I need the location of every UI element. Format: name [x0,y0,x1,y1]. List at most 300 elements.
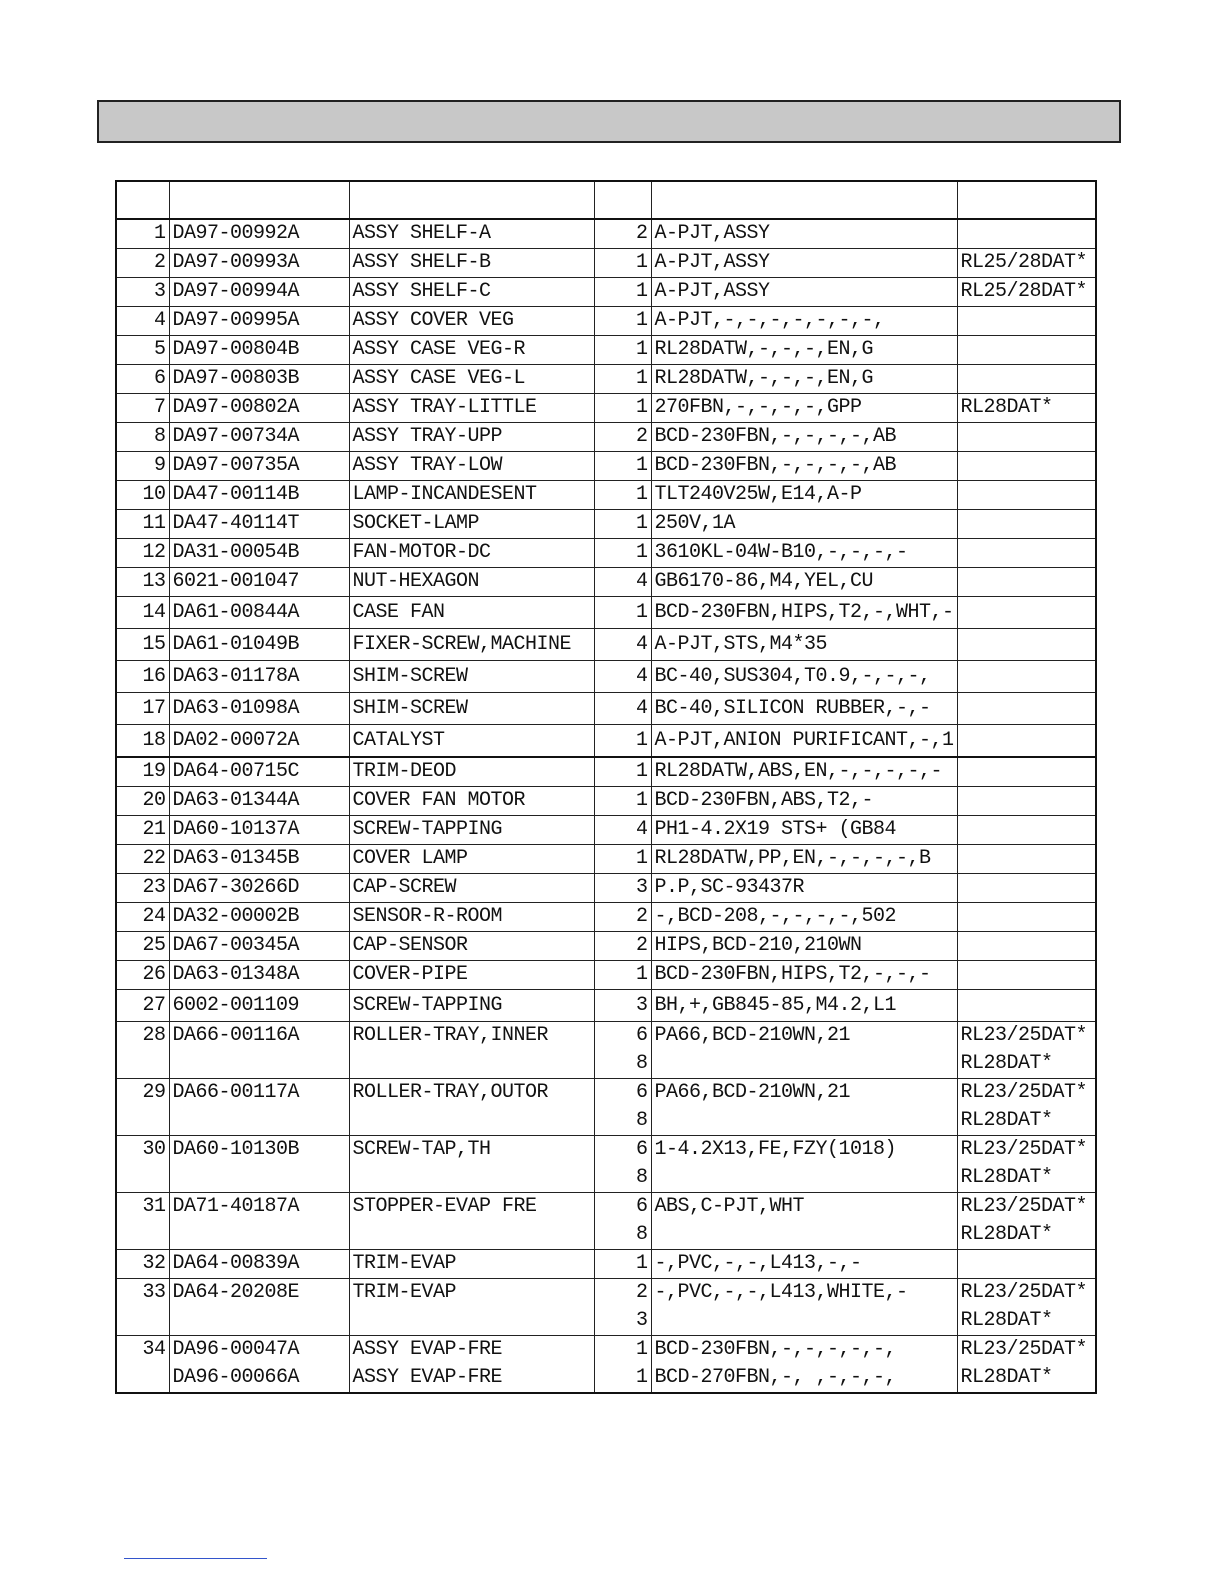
cell-quantity [594,787,651,816]
parts-list-table [115,180,1097,1394]
cell-specification-line: BCD-230FBN,-,-,-,-,-, [654,1338,897,1361]
cell-quantity [594,874,651,903]
cell-quantity [594,510,651,539]
table-row [116,845,1096,874]
cell-quantity-line: 2 [635,222,648,245]
cell-specification [651,1193,957,1250]
cell-item-no: 17 [116,693,169,725]
cell-part-code [169,219,349,249]
cell-specification-line: PA66,BCD-210WN,21 [654,1081,851,1104]
table-row [116,307,1096,336]
cell-quantity-line: 1 [635,963,648,986]
cell-description [349,597,594,629]
cell-item-no: 30 [116,1136,169,1193]
cell-specification [651,510,957,539]
cell-specification-line: -,BCD-208,-,-,-,-,502 [654,905,897,928]
cell-specification [651,423,957,452]
cell-part-code-line: DA63-01345B [172,847,300,870]
cell-description [349,365,594,394]
cell-specification [651,219,957,249]
cell-remark [957,568,1096,597]
table-row [116,568,1096,597]
cell-quantity [594,336,651,365]
cell-item-no: 22 [116,845,169,874]
cell-quantity [594,1336,651,1394]
cell-part-code [169,903,349,932]
cell-specification [651,932,957,961]
cell-description-line: SHIM-SCREW [352,665,468,688]
cell-specification-line: BCD-230FBN,-,-,-,-,AB [654,454,897,477]
table-row [116,423,1096,452]
cell-item-no: 14 [116,597,169,629]
cell-specification-line: A-PJT,STS,M4*35 [654,633,828,656]
cell-part-code [169,961,349,990]
cell-quantity [594,539,651,568]
cell-item-no: 6 [116,365,169,394]
cell-quantity [594,629,651,661]
cell-quantity-line: 1 [635,601,648,624]
cell-part-code [169,307,349,336]
cell-part-code [169,597,349,629]
cell-remark [957,423,1096,452]
cell-specification [651,757,957,787]
cell-quantity [594,661,651,693]
cell-part-code-line: DA63-01348A [172,963,300,986]
cell-part-code-line: DA64-00839A [172,1252,300,1275]
cell-part-code [169,845,349,874]
cell-specification-line: GB6170-86,M4,YEL,CU [654,570,874,593]
cell-specification-line: ABS,C-PJT,WHT [654,1195,805,1218]
cell-item-no: 5 [116,336,169,365]
cell-item-no: 1 [116,219,169,249]
cell-part-code-line: DA97-00803B [172,367,300,390]
cell-remark-line: RL28DAT* [960,1366,1053,1389]
cell-description-line: COVER FAN MOTOR [352,789,526,812]
cell-specification-line: -,PVC,-,-,L413,-,- [654,1252,862,1275]
column-header-code [169,181,349,219]
cell-description [349,539,594,568]
cell-quantity [594,394,651,423]
cell-description [349,845,594,874]
cell-item-no: 26 [116,961,169,990]
cell-specification [651,1079,957,1136]
cell-remark [957,932,1096,961]
cell-item-no: 34 [116,1336,169,1394]
cell-quantity [594,481,651,510]
cell-quantity [594,219,651,249]
cell-remark [957,1250,1096,1279]
cell-specification-line: A-PJT,ASSY [654,222,770,245]
cell-item-no: 3 [116,278,169,307]
table-row [116,1250,1096,1279]
cell-part-code-line: DA97-00735A [172,454,300,477]
cell-part-code [169,568,349,597]
table-row [116,725,1096,758]
cell-description [349,903,594,932]
cell-part-code-line: DA64-00715C [172,760,300,783]
cell-description-line: ASSY TRAY-LITTLE [352,396,537,419]
table-row [116,1279,1096,1336]
cell-specification-line: BH,+,GB845-85,M4.2,L1 [654,994,897,1017]
cell-part-code [169,787,349,816]
cell-description [349,816,594,845]
cell-quantity-line: 1 [635,512,648,535]
cell-specification [651,693,957,725]
cell-quantity-line: 1 [635,1338,648,1361]
column-header-qty [594,181,651,219]
cell-description-line: ASSY SHELF-C [352,280,491,303]
cell-specification [651,990,957,1022]
cell-item-no: 32 [116,1250,169,1279]
cell-description-line: COVER-PIPE [352,963,468,986]
cell-description-line: FAN-MOTOR-DC [352,541,491,564]
cell-quantity-line: 8 [635,1109,648,1132]
cell-quantity [594,1250,651,1279]
cell-specification-line: A-PJT,ASSY [654,280,770,303]
cell-quantity [594,903,651,932]
cell-quantity-line: 4 [635,570,648,593]
cell-quantity-line: 1 [635,396,648,419]
table-row [116,961,1096,990]
cell-quantity-line: 1 [635,847,648,870]
cell-quantity [594,932,651,961]
cell-remark [957,307,1096,336]
cell-part-code [169,1336,349,1394]
cell-part-code [169,452,349,481]
cell-description-line: SCREW-TAPPING [352,994,503,1017]
cell-item-no: 9 [116,452,169,481]
cell-part-code-line: DA71-40187A [172,1195,300,1218]
cell-quantity-line: 1 [635,1366,648,1389]
cell-part-code [169,365,349,394]
cell-part-code [169,693,349,725]
cell-specification [651,394,957,423]
cell-description-line: ASSY SHELF-B [352,251,491,274]
cell-specification-line: BC-40,SUS304,T0.9,-,-,-, [654,665,931,688]
cell-description-line: ASSY SHELF-A [352,222,491,245]
cell-description [349,961,594,990]
table-row [116,394,1096,423]
cell-part-code [169,816,349,845]
cell-description [349,423,594,452]
cell-part-code-line: DA97-00802A [172,396,300,419]
table-row [116,1079,1096,1136]
cell-part-code-line: 6002-001109 [172,994,300,1017]
cell-part-code [169,1022,349,1079]
cell-specification [651,1279,957,1336]
column-header-no [116,181,169,219]
cell-specification [651,787,957,816]
cell-quantity [594,365,651,394]
cell-quantity-line: 1 [635,367,648,390]
table-row [116,787,1096,816]
cell-description [349,725,594,758]
cell-quantity [594,845,651,874]
cell-description-line: CAP-SCREW [352,876,457,899]
table-row [116,757,1096,787]
cell-description [349,757,594,787]
table-row [116,903,1096,932]
cell-remark [957,510,1096,539]
cell-description-line: ASSY CASE VEG-L [352,367,526,390]
cell-part-code-line: DA67-30266D [172,876,300,899]
cell-remark-line: RL28DAT* [960,1223,1053,1246]
cell-specification [651,1136,957,1193]
cell-specification-line: RL28DATW,ABS,EN,-,-,-,-,- [654,760,943,783]
cell-item-no: 23 [116,874,169,903]
cell-remark-line: RL23/25DAT* [960,1024,1088,1047]
cell-remark [957,725,1096,758]
cell-specification-line: BCD-270FBN,-, ,-,-,-, [654,1366,897,1389]
cell-description-line: LAMP-INCANDESENT [352,483,537,506]
cell-remark [957,1079,1096,1136]
cell-item-no: 24 [116,903,169,932]
cell-part-code-line: DA67-00345A [172,934,300,957]
cell-quantity-line: 1 [635,541,648,564]
cell-remark-line: RL28DAT* [960,1052,1053,1075]
cell-specification-line: PH1-4.2X19 STS+ (GB84 [654,818,897,841]
cell-remark [957,597,1096,629]
cell-quantity-line: 1 [635,280,648,303]
cell-remark [957,394,1096,423]
table-row [116,249,1096,278]
cell-part-code [169,757,349,787]
cell-specification [651,874,957,903]
cell-quantity [594,961,651,990]
cell-item-no: 4 [116,307,169,336]
cell-remark [957,661,1096,693]
table-row [116,1336,1096,1394]
cell-part-code-line: DA31-00054B [172,541,300,564]
cell-specification [651,481,957,510]
cell-part-code-line: DA97-00992A [172,222,300,245]
cell-specification-line: PA66,BCD-210WN,21 [654,1024,851,1047]
cell-part-code [169,629,349,661]
cell-specification [651,336,957,365]
cell-description [349,307,594,336]
cell-quantity [594,1079,651,1136]
cell-part-code-line: DA61-00844A [172,601,300,624]
cell-specification-line: -,PVC,-,-,L413,WHITE,- [654,1281,908,1304]
table-row [116,816,1096,845]
cell-quantity-line: 3 [635,1309,648,1332]
cell-item-no: 21 [116,816,169,845]
cell-part-code [169,932,349,961]
cell-description [349,452,594,481]
cell-specification [651,629,957,661]
cell-quantity-line: 1 [635,251,648,274]
cell-specification [651,1022,957,1079]
cell-quantity [594,278,651,307]
table-row [116,539,1096,568]
table-row [116,336,1096,365]
cell-quantity [594,1022,651,1079]
cell-quantity-line: 1 [635,309,648,332]
cell-quantity-line: 1 [635,760,648,783]
cell-remark [957,452,1096,481]
cell-remark-line: RL23/25DAT* [960,1195,1088,1218]
cell-description [349,693,594,725]
cell-specification [651,307,957,336]
cell-quantity-line: 4 [635,665,648,688]
cell-specification-line: A-PJT,-,-,-,-,-,-,-, [654,309,885,332]
cell-specification-line: A-PJT,ANION PURIFICANT,-,1 [654,729,954,752]
table-row [116,481,1096,510]
cell-description [349,481,594,510]
cell-quantity-line: 4 [635,633,648,656]
cell-specification [651,961,957,990]
cell-remark [957,1279,1096,1336]
cell-item-no: 8 [116,423,169,452]
cell-part-code [169,539,349,568]
table-row [116,278,1096,307]
cell-description-line: TRIM-DEOD [352,760,457,783]
cell-specification [651,903,957,932]
cell-specification [651,845,957,874]
cell-description [349,874,594,903]
cell-description-line: ROLLER-TRAY,INNER [352,1024,549,1047]
cell-description [349,510,594,539]
cell-remark [957,903,1096,932]
cell-remark-line: RL23/25DAT* [960,1081,1088,1104]
cell-remark [957,787,1096,816]
cell-description [349,932,594,961]
table-row [116,219,1096,249]
cell-quantity [594,757,651,787]
cell-remark [957,1193,1096,1250]
cell-specification-line: 1-4.2X13,FE,FZY(1018) [654,1138,897,1161]
cell-part-code-line: DA64-20208E [172,1281,300,1304]
cell-specification [651,816,957,845]
cell-item-no: 29 [116,1079,169,1136]
cell-specification-line: RL28DATW,-,-,-,EN,G [654,367,874,390]
table-row [116,1136,1096,1193]
cell-description-line: SOCKET-LAMP [352,512,480,535]
cell-specification-line: RL28DATW,PP,EN,-,-,-,-,B [654,847,931,870]
cell-quantity-line: 1 [635,1252,648,1275]
cell-remark [957,990,1096,1022]
cell-part-code [169,510,349,539]
cell-description [349,1079,594,1136]
cell-part-code-line: DA60-10137A [172,818,300,841]
cell-part-code [169,1136,349,1193]
cell-description-line: CASE FAN [352,601,445,624]
cell-description-line: NUT-HEXAGON [352,570,480,593]
cell-description-line: SCREW-TAP,TH [352,1138,491,1161]
cell-part-code-line: DA97-00995A [172,309,300,332]
cell-description [349,336,594,365]
cell-part-code [169,249,349,278]
cell-item-no: 18 [116,725,169,758]
cell-description [349,1336,594,1394]
cell-item-no: 10 [116,481,169,510]
cell-quantity-line: 4 [635,818,648,841]
cell-part-code [169,394,349,423]
cell-part-code-line: DA66-00116A [172,1024,300,1047]
cell-quantity [594,249,651,278]
cell-description [349,1136,594,1193]
cell-specification-line: HIPS,BCD-210,210WN [654,934,862,957]
column-header-description [349,181,594,219]
cell-specification-line: TLT240V25W,E14,A-P [654,483,862,506]
cell-item-no: 28 [116,1022,169,1079]
cell-part-code [169,661,349,693]
cell-quantity-line: 8 [635,1052,648,1075]
cell-part-code-line: DA63-01178A [172,665,300,688]
cell-part-code-line: DA97-00994A [172,280,300,303]
cell-specification [651,365,957,394]
cell-remark [957,481,1096,510]
cell-remark-line: RL28DAT* [960,1109,1053,1132]
cell-description-line: ROLLER-TRAY,OUTOR [352,1081,549,1104]
cell-description-line: COVER LAMP [352,847,468,870]
cell-description-line: CATALYST [352,729,445,752]
cell-remark-line: RL28DAT* [960,1166,1053,1189]
cell-specification [651,1250,957,1279]
cell-quantity [594,816,651,845]
cell-quantity [594,1279,651,1336]
table-row [116,1022,1096,1079]
cell-part-code [169,1250,349,1279]
cell-item-no: 2 [116,249,169,278]
cell-description-line: TRIM-EVAP [352,1252,457,1275]
cell-remark [957,1136,1096,1193]
cell-description-line: SCREW-TAPPING [352,818,503,841]
cell-quantity-line: 6 [635,1081,648,1104]
cell-description-line: ASSY COVER VEG [352,309,514,332]
cell-remark [957,961,1096,990]
cell-part-code [169,1079,349,1136]
cell-description-line: TRIM-EVAP [352,1281,457,1304]
cell-part-code [169,1279,349,1336]
cell-remark [957,693,1096,725]
cell-part-code-line: DA47-40114T [172,512,300,535]
cell-part-code-line: DA97-00993A [172,251,300,274]
cell-quantity-line: 3 [635,994,648,1017]
cell-quantity [594,990,651,1022]
footer-link-underline [124,1558,267,1559]
table-row [116,510,1096,539]
cell-description-line: ASSY TRAY-LOW [352,454,503,477]
cell-description [349,787,594,816]
cell-description-line: ASSY CASE VEG-R [352,338,526,361]
cell-quantity-line: 1 [635,729,648,752]
cell-specification-line: 3610KL-04W-B10,-,-,-,- [654,541,908,564]
parts-table-body [116,219,1096,1393]
cell-item-no: 20 [116,787,169,816]
cell-quantity-line: 6 [635,1024,648,1047]
cell-remark [957,1336,1096,1394]
cell-description-line: ASSY TRAY-UPP [352,425,503,448]
cell-remark-line: RL25/28DAT* [960,251,1088,274]
cell-remark-line: RL23/25DAT* [960,1281,1088,1304]
cell-specification-line: BCD-230FBN,ABS,T2,- [654,789,874,812]
cell-part-code-line: 6021-001047 [172,570,300,593]
cell-item-no: 19 [116,757,169,787]
cell-quantity [594,1193,651,1250]
cell-item-no: 7 [116,394,169,423]
cell-item-no: 13 [116,568,169,597]
cell-item-no: 33 [116,1279,169,1336]
cell-part-code [169,874,349,903]
table-row [116,629,1096,661]
cell-description-line: SHIM-SCREW [352,697,468,720]
cell-remark [957,336,1096,365]
cell-quantity-line: 1 [635,789,648,812]
cell-specification-line: P.P,SC-93437R [654,876,805,899]
cell-description-line: ASSY EVAP-FRE [352,1366,503,1389]
cell-specification-line: 270FBN,-,-,-,-,GPP [654,396,862,419]
